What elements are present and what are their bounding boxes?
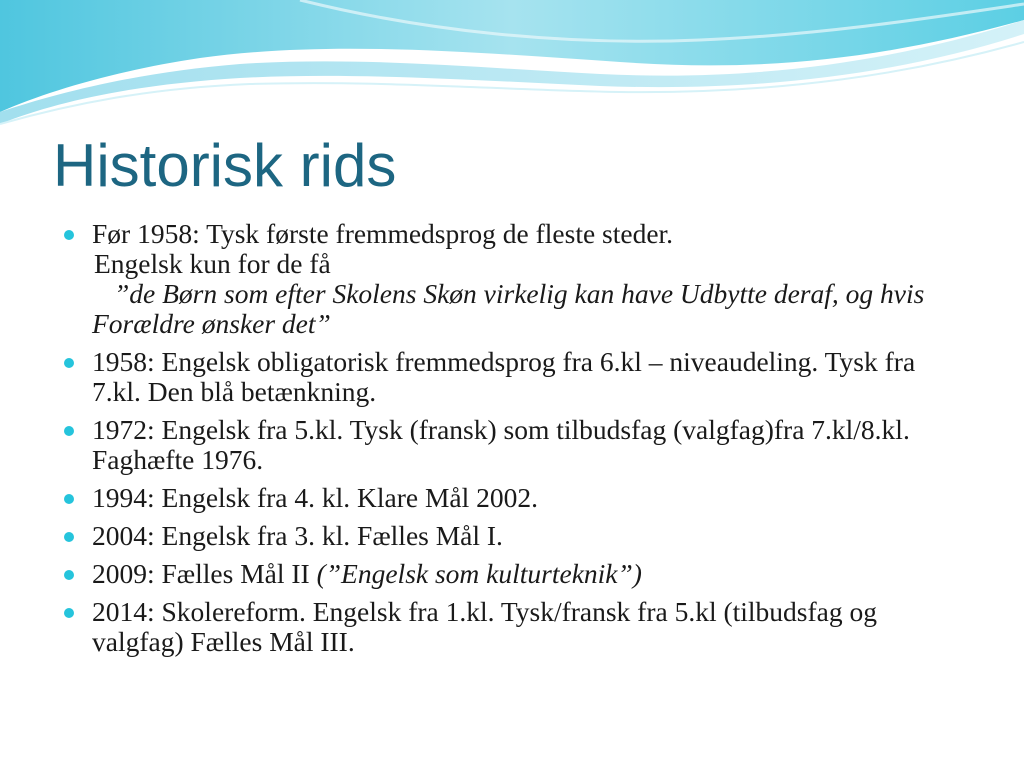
list-item xyxy=(64,597,964,657)
item-text: 2014: Skolereform. Engelsk fra 1.kl. Tysk/fransk fra 5.kl (tilbudsfag og valgfag) Fælles Mål III. xyxy=(92,596,877,657)
item-text: Engelsk kun for de få xyxy=(94,248,331,279)
list-item xyxy=(64,559,964,589)
bullet-icon xyxy=(64,570,74,580)
wave-header-decoration xyxy=(0,0,1024,130)
item-quote: ”de Børn som efter Skolens Skøn virkelig kan have Udbytte deraf, og hvis Forældre ønsker det” xyxy=(92,278,925,339)
bullet-icon xyxy=(64,532,74,542)
bullet-list xyxy=(64,219,964,665)
list-item xyxy=(64,483,964,513)
bullet-icon xyxy=(64,608,74,618)
list-item xyxy=(64,521,964,551)
list-item xyxy=(64,347,964,407)
item-italic-text: (”Engelsk som kulturteknik”) xyxy=(316,558,642,589)
item-text: 1972: Engelsk fra 5.kl. Tysk (fransk) som tilbudsfag (valgfag)fra 7.kl/8.kl. Faghæfte 1976. xyxy=(92,414,910,475)
list-item xyxy=(64,219,964,339)
item-text: 2004: Engelsk fra 3. kl. Fælles Mål I. xyxy=(92,520,503,551)
list-item xyxy=(64,415,964,475)
item-text: Før 1958: Tysk første fremmedsprog de fleste steder. xyxy=(92,218,674,249)
slide-title: Historisk rids xyxy=(53,132,397,199)
item-text: 1994: Engelsk fra 4. kl. Klare Mål 2002. xyxy=(92,482,539,513)
bullet-icon xyxy=(64,426,74,436)
bullet-icon xyxy=(64,230,74,240)
item-text: 1958: Engelsk obligatorisk fremmedsprog fra 6.kl – niveaudeling. Tysk fra 7.kl. Den blå betænkning. xyxy=(92,346,916,407)
bullet-icon xyxy=(64,358,74,368)
item-text: 2009: Fælles Mål II xyxy=(92,558,317,589)
bullet-icon xyxy=(64,494,74,504)
